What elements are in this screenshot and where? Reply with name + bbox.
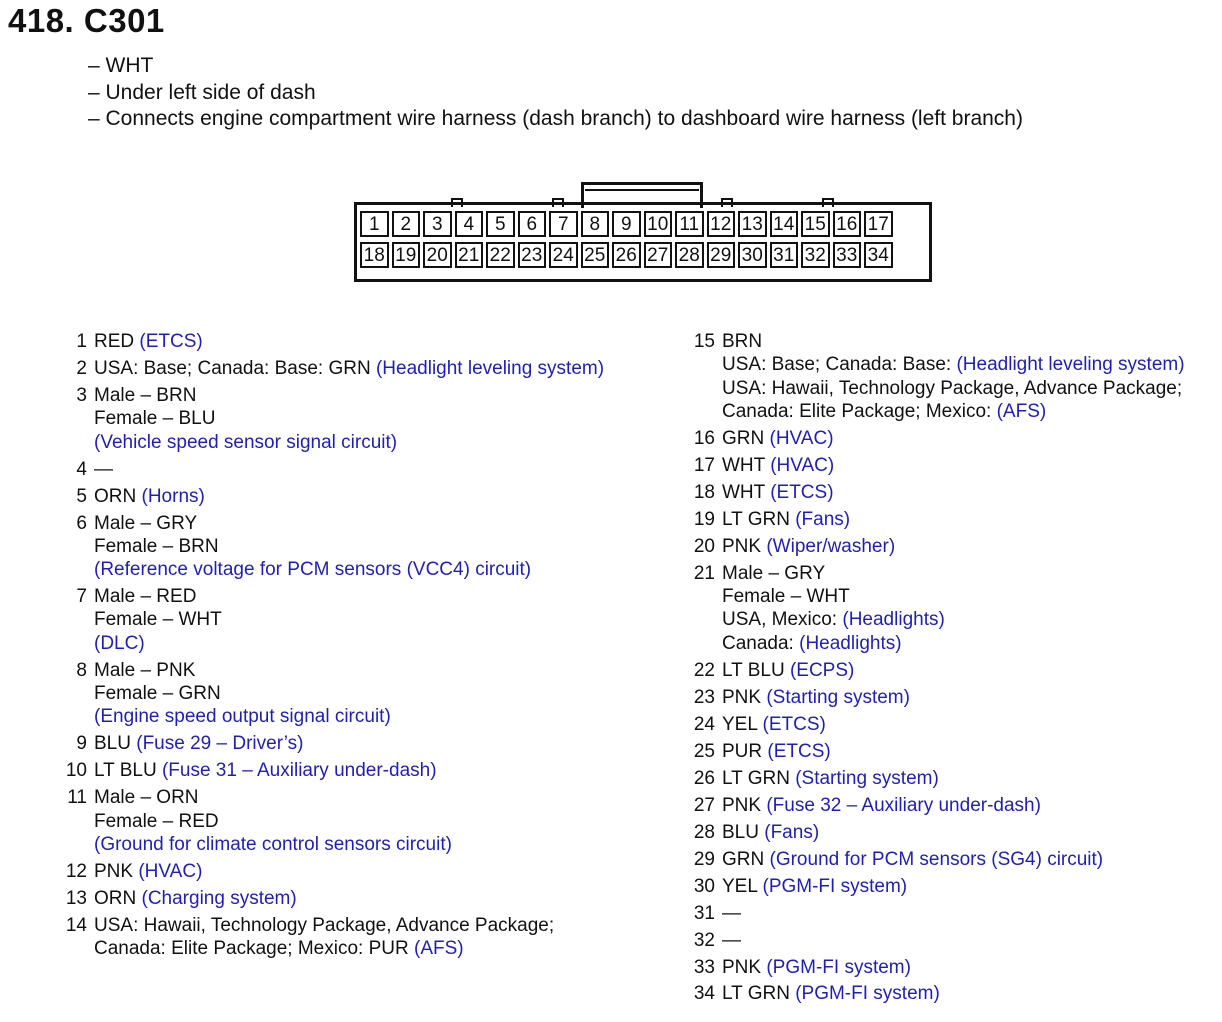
pin-entry bbox=[56, 458, 656, 481]
pin-number: 6 bbox=[76, 512, 87, 534]
wire-info: Female – GRN bbox=[94, 682, 221, 704]
pin-line bbox=[722, 330, 1219, 353]
circuit-link[interactable]: (HVAC) bbox=[770, 454, 835, 476]
pin-number: 12 bbox=[65, 860, 87, 882]
pin-cavity: 2 bbox=[392, 211, 421, 237]
pin-number: 20 bbox=[693, 535, 715, 557]
pin-description bbox=[722, 821, 1219, 844]
pin-entry bbox=[56, 384, 656, 454]
wire-info: USA: Base; Canada: Base: GRN bbox=[94, 357, 376, 379]
wire-info: GRN bbox=[722, 848, 770, 870]
pin-description bbox=[722, 454, 1219, 477]
pin-description bbox=[722, 929, 1219, 952]
pin-line bbox=[94, 512, 656, 535]
pin-line bbox=[722, 659, 1219, 682]
pin-line bbox=[94, 860, 656, 883]
pin-entry bbox=[56, 914, 656, 961]
pin-description bbox=[722, 427, 1219, 450]
circuit-link[interactable]: (PGM-FI system) bbox=[762, 875, 908, 897]
pin-entry bbox=[56, 485, 656, 508]
pin-description bbox=[94, 659, 656, 729]
pin-number: 10 bbox=[65, 760, 87, 782]
wire-info: Male – BRN bbox=[94, 384, 197, 406]
wire-info: LT GRN bbox=[722, 767, 796, 789]
pin-line bbox=[722, 929, 1219, 952]
pin-entry bbox=[684, 794, 1219, 817]
pin-entry bbox=[56, 759, 656, 782]
pin-cavity: 11 bbox=[675, 211, 704, 237]
wire-info: ORN bbox=[94, 887, 142, 909]
wire-info: GRN bbox=[722, 427, 770, 449]
pin-line bbox=[722, 902, 1219, 925]
pin-description bbox=[94, 585, 656, 655]
pin-cavity: 29 bbox=[707, 242, 736, 268]
wire-info: Male – PNK bbox=[94, 659, 196, 681]
pin-cavity: 19 bbox=[392, 242, 421, 268]
pin-entry bbox=[56, 357, 656, 380]
pin-line bbox=[94, 485, 656, 508]
wire-info: RED bbox=[94, 331, 140, 352]
pin-description bbox=[722, 902, 1219, 925]
pin-description bbox=[94, 512, 656, 582]
pin-entry bbox=[684, 902, 1219, 925]
pin-entry bbox=[684, 330, 1219, 423]
wire-info: YEL bbox=[722, 713, 763, 735]
pin-cavity: 9 bbox=[612, 211, 641, 237]
pin-entry bbox=[684, 454, 1219, 477]
wire-info: PNK bbox=[722, 794, 767, 816]
pin-description bbox=[722, 848, 1219, 871]
wire-info: USA: Hawaii, Technology Package, Advance Package; bbox=[94, 914, 555, 936]
circuit-link[interactable]: (Starting system) bbox=[766, 686, 910, 708]
pin-description bbox=[722, 686, 1219, 709]
pin-line bbox=[722, 767, 1219, 790]
circuit-link[interactable]: (Ground for climate control sensors circuit) bbox=[94, 833, 452, 855]
pin-entry bbox=[56, 887, 656, 910]
pin-line bbox=[94, 833, 656, 856]
pin-line bbox=[722, 848, 1219, 871]
pin-entry bbox=[684, 508, 1219, 531]
pin-number: 26 bbox=[693, 767, 715, 789]
pin-list-right bbox=[684, 330, 1219, 1009]
pin-cavity: 26 bbox=[612, 242, 641, 268]
circuit-link[interactable]: (PGM-FI system) bbox=[766, 956, 911, 978]
wire-info: Female – WHT bbox=[722, 586, 850, 608]
circuit-link[interactable]: (Horns) bbox=[141, 485, 205, 507]
wire-info: PNK bbox=[722, 535, 767, 557]
pin-description bbox=[94, 786, 656, 856]
wire-info: PNK bbox=[722, 686, 767, 708]
connector-bottom-row bbox=[357, 242, 929, 268]
pin-cavity: 30 bbox=[738, 242, 767, 268]
pin-entry bbox=[684, 481, 1219, 504]
pin-number: 33 bbox=[693, 956, 715, 978]
wire-info: BLU bbox=[722, 821, 765, 843]
pin-entry bbox=[684, 562, 1219, 655]
pin-cavity: 15 bbox=[801, 211, 830, 237]
connector-description bbox=[88, 53, 1023, 133]
circuit-link[interactable]: (AFS) bbox=[414, 938, 464, 960]
pin-entry bbox=[684, 740, 1219, 763]
pin-cavity: 7 bbox=[549, 211, 578, 237]
connector-pins bbox=[357, 211, 929, 273]
pin-line bbox=[94, 330, 656, 353]
wire-info: Female – BRN bbox=[94, 535, 219, 557]
circuit-link[interactable]: (ETCS) bbox=[762, 713, 826, 735]
pin-cavity: 5 bbox=[486, 211, 515, 237]
wire-info: Female – WHT bbox=[94, 609, 222, 631]
pin-entry bbox=[684, 929, 1219, 952]
connector-face-diagram bbox=[354, 182, 932, 282]
pin-line bbox=[722, 632, 1219, 655]
pin-description bbox=[94, 732, 656, 755]
circuit-link[interactable]: (Fans) bbox=[795, 508, 851, 530]
pin-line bbox=[94, 608, 656, 631]
pin-cavity: 1 bbox=[360, 211, 389, 237]
wire-info: — bbox=[94, 458, 113, 480]
pin-line bbox=[722, 377, 1219, 400]
pin-line bbox=[94, 535, 656, 558]
wire-info: BRN bbox=[722, 331, 763, 352]
pin-line bbox=[722, 875, 1219, 898]
circuit-link[interactable]: (Fuse 29 – Driver’s) bbox=[136, 733, 304, 755]
circuit-link[interactable]: (Headlight leveling system) bbox=[956, 354, 1185, 376]
pin-cavity: 18 bbox=[360, 242, 389, 268]
circuit-link[interactable]: (Headlights) bbox=[842, 609, 945, 631]
pin-description bbox=[722, 794, 1219, 817]
pin-line bbox=[94, 632, 656, 655]
pin-number: 24 bbox=[693, 713, 715, 735]
pin-entry bbox=[684, 659, 1219, 682]
pin-line bbox=[94, 786, 656, 809]
pin-line bbox=[722, 353, 1219, 376]
pin-description bbox=[722, 508, 1219, 531]
pin-line bbox=[722, 713, 1219, 736]
circuit-link[interactable]: (ETCS) bbox=[139, 331, 203, 352]
wire-info: Male – RED bbox=[94, 586, 197, 608]
pin-line bbox=[722, 794, 1219, 817]
pin-line bbox=[94, 585, 656, 608]
connector-key-inner bbox=[585, 189, 699, 191]
circuit-link[interactable]: (ETCS) bbox=[770, 481, 834, 503]
circuit-link[interactable]: (HVAC) bbox=[769, 427, 834, 449]
pin-entry bbox=[684, 767, 1219, 790]
wire-info: USA, Mexico: bbox=[722, 609, 843, 631]
pin-entry bbox=[56, 330, 656, 353]
pin-cavity: 31 bbox=[770, 242, 799, 268]
pin-cavity: 24 bbox=[549, 242, 578, 268]
wire-info: Male – GRY bbox=[722, 562, 826, 584]
wire-info: PNK bbox=[94, 860, 139, 882]
pin-number: 30 bbox=[693, 875, 715, 897]
pin-line bbox=[94, 887, 656, 910]
pin-line bbox=[94, 682, 656, 705]
wire-info: Female – RED bbox=[94, 810, 219, 832]
pin-line bbox=[722, 508, 1219, 531]
pin-line bbox=[94, 357, 656, 380]
pin-number: 3 bbox=[76, 384, 87, 406]
wire-info: Male – GRY bbox=[94, 512, 198, 534]
pin-number: 5 bbox=[76, 485, 87, 507]
pin-number: 15 bbox=[693, 331, 715, 352]
circuit-link[interactable]: (Engine speed output signal circuit) bbox=[94, 706, 391, 728]
pin-line bbox=[94, 810, 656, 833]
pin-line bbox=[722, 956, 1219, 979]
pin-description bbox=[94, 458, 656, 481]
pin-line bbox=[722, 535, 1219, 558]
pin-description bbox=[722, 562, 1219, 655]
pin-entry bbox=[684, 875, 1219, 898]
wire-info: PUR bbox=[722, 740, 768, 762]
pin-number: 25 bbox=[693, 740, 715, 762]
pin-description bbox=[722, 713, 1219, 736]
wire-info: WHT bbox=[722, 454, 771, 476]
pin-cavity: 12 bbox=[707, 211, 736, 237]
description-location: – Under left side of dash bbox=[88, 80, 316, 104]
pin-cavity: 34 bbox=[864, 242, 893, 268]
pin-line bbox=[722, 562, 1219, 585]
wire-info: USA: Hawaii, Technology Package, Advance Package; bbox=[722, 377, 1183, 399]
circuit-link[interactable]: (Reference voltage for PCM sensors (VCC4) circuit) bbox=[94, 559, 532, 581]
wire-info: USA: Base; Canada: Base: bbox=[722, 354, 957, 376]
pin-cavity: 28 bbox=[675, 242, 704, 268]
pin-number: 9 bbox=[76, 733, 87, 755]
pin-cavity: 14 bbox=[770, 211, 799, 237]
wire-info: LT BLU bbox=[722, 659, 790, 681]
circuit-link[interactable]: (HVAC) bbox=[138, 860, 203, 882]
pin-cavity: 33 bbox=[833, 242, 862, 268]
pin-line bbox=[722, 982, 1219, 1005]
pin-number: 4 bbox=[76, 458, 87, 480]
pin-line bbox=[94, 407, 656, 430]
pin-cavity: 23 bbox=[518, 242, 547, 268]
pin-number: 7 bbox=[76, 586, 87, 608]
pin-description bbox=[94, 860, 656, 883]
pin-description bbox=[94, 887, 656, 910]
pin-description bbox=[722, 535, 1219, 558]
pin-cavity: 21 bbox=[455, 242, 484, 268]
pin-cavity: 22 bbox=[486, 242, 515, 268]
pin-entry bbox=[56, 732, 656, 755]
circuit-link[interactable]: (Fuse 32 – Auxiliary under-dash) bbox=[766, 794, 1041, 816]
pin-line bbox=[722, 400, 1219, 423]
pin-line bbox=[94, 558, 656, 581]
pin-description bbox=[94, 914, 656, 961]
wire-info: YEL bbox=[722, 875, 763, 897]
pin-description bbox=[94, 357, 656, 380]
pin-entry bbox=[684, 686, 1219, 709]
circuit-link[interactable]: (Ground for PCM sensors (SG4) circuit) bbox=[769, 848, 1104, 870]
pin-cavity: 6 bbox=[518, 211, 547, 237]
pin-entry bbox=[56, 659, 656, 729]
pin-cavity: 17 bbox=[864, 211, 893, 237]
wire-info: LT BLU bbox=[94, 760, 162, 782]
pin-line bbox=[722, 481, 1219, 504]
wire-info: Male – ORN bbox=[94, 787, 199, 809]
pin-line bbox=[94, 914, 656, 937]
pin-description bbox=[722, 767, 1219, 790]
circuit-link[interactable]: (Headlight leveling system) bbox=[375, 357, 605, 379]
pin-line bbox=[94, 937, 656, 960]
wire-info: Canada: bbox=[722, 632, 800, 654]
pin-number: 34 bbox=[693, 983, 715, 1005]
pin-number: 18 bbox=[693, 481, 715, 503]
pin-entry bbox=[56, 786, 656, 856]
pin-line bbox=[94, 384, 656, 407]
pin-line bbox=[722, 821, 1219, 844]
pin-number: 16 bbox=[693, 427, 715, 449]
pin-number: 19 bbox=[693, 508, 715, 530]
pin-line bbox=[722, 608, 1219, 631]
pin-description bbox=[722, 330, 1219, 423]
circuit-link[interactable]: (AFS) bbox=[996, 400, 1047, 422]
wire-info: Canada: Elite Package; Mexico: bbox=[722, 400, 997, 422]
wire-info: LT GRN bbox=[722, 983, 796, 1005]
pin-number: 31 bbox=[693, 902, 715, 924]
circuit-link[interactable]: (Fans) bbox=[764, 821, 820, 843]
pin-entry bbox=[684, 956, 1219, 979]
circuit-link[interactable]: (PGM-FI system) bbox=[795, 983, 940, 1005]
circuit-link[interactable]: (Starting system) bbox=[795, 767, 939, 789]
circuit-link[interactable]: (DLC) bbox=[94, 632, 145, 654]
pin-line bbox=[94, 759, 656, 782]
wire-info: WHT bbox=[722, 481, 771, 503]
pin-number: 29 bbox=[693, 848, 715, 870]
circuit-link[interactable]: (Fuse 31 – Auxiliary under-dash) bbox=[161, 760, 437, 782]
pin-entry bbox=[684, 427, 1219, 450]
pin-number: 28 bbox=[693, 821, 715, 843]
pin-entry bbox=[684, 535, 1219, 558]
pin-line bbox=[94, 732, 656, 755]
pin-list-left bbox=[56, 330, 656, 964]
pin-entry bbox=[684, 821, 1219, 844]
pin-number: 14 bbox=[65, 914, 87, 936]
pin-description bbox=[722, 481, 1219, 504]
pin-description bbox=[722, 740, 1219, 763]
pin-entry bbox=[56, 860, 656, 883]
connector-top-row bbox=[357, 211, 929, 237]
circuit-link[interactable]: (ETCS) bbox=[767, 740, 831, 762]
wire-info: LT GRN bbox=[722, 508, 796, 530]
pin-number: 11 bbox=[67, 787, 87, 809]
circuit-link[interactable]: (Vehicle speed sensor signal circuit) bbox=[94, 431, 398, 453]
pin-line bbox=[722, 585, 1219, 608]
pin-number: 32 bbox=[693, 929, 715, 951]
pin-description bbox=[722, 956, 1219, 979]
pin-cavity: 13 bbox=[738, 211, 767, 237]
wire-info: BLU bbox=[94, 733, 137, 755]
pin-cavity: 3 bbox=[423, 211, 452, 237]
pin-cavity: 20 bbox=[423, 242, 452, 268]
wire-info: PNK bbox=[722, 956, 767, 978]
pin-entry bbox=[684, 713, 1219, 736]
circuit-link[interactable]: (Charging system) bbox=[141, 887, 297, 909]
circuit-link[interactable]: (ECPS) bbox=[789, 659, 855, 681]
pin-description bbox=[94, 330, 656, 353]
wire-info: Canada: Elite Package; Mexico: PUR bbox=[94, 938, 414, 960]
pin-cavity: 10 bbox=[644, 211, 673, 237]
pin-line bbox=[94, 431, 656, 454]
pin-number: 2 bbox=[76, 357, 87, 379]
pin-description bbox=[722, 982, 1219, 1005]
pin-description bbox=[722, 875, 1219, 898]
pin-line bbox=[722, 427, 1219, 450]
pin-line bbox=[722, 686, 1219, 709]
pin-description bbox=[722, 659, 1219, 682]
pin-description bbox=[94, 485, 656, 508]
pin-line bbox=[94, 659, 656, 682]
pin-number: 1 bbox=[76, 331, 87, 352]
pin-cavity: 16 bbox=[833, 211, 862, 237]
pin-description bbox=[94, 384, 656, 454]
description-color: – WHT bbox=[88, 54, 154, 77]
pin-number: 27 bbox=[693, 794, 715, 816]
pin-entry bbox=[56, 585, 656, 655]
wire-info: Female – BLU bbox=[94, 408, 216, 430]
page-title: 418. C301 bbox=[8, 2, 165, 39]
wire-info: ORN bbox=[94, 485, 142, 507]
pin-line bbox=[722, 454, 1219, 477]
pin-number: 22 bbox=[693, 659, 715, 681]
pin-cavity: 8 bbox=[581, 211, 610, 237]
pin-number: 23 bbox=[693, 686, 715, 708]
circuit-link[interactable]: (Wiper/washer) bbox=[766, 535, 896, 557]
pin-number: 21 bbox=[693, 562, 715, 584]
pin-cavity: 25 bbox=[581, 242, 610, 268]
pin-line bbox=[722, 740, 1219, 763]
wire-info: — bbox=[722, 929, 741, 951]
pin-cavity: 27 bbox=[644, 242, 673, 268]
pin-entry bbox=[56, 512, 656, 582]
circuit-link[interactable]: (Headlights) bbox=[799, 632, 902, 654]
pin-number: 17 bbox=[693, 454, 715, 476]
pin-line bbox=[94, 705, 656, 728]
pin-entry bbox=[684, 982, 1219, 1005]
pin-description bbox=[94, 759, 656, 782]
pin-number: 13 bbox=[65, 887, 87, 909]
wire-info: — bbox=[722, 902, 741, 924]
pin-line bbox=[94, 458, 656, 481]
description-connects: – Connects engine compartment wire harness (dash branch) to dashboard wire harness (left branch) bbox=[88, 107, 1023, 130]
pin-cavity: 4 bbox=[455, 211, 484, 237]
pin-cavity: 32 bbox=[801, 242, 830, 268]
pin-number: 8 bbox=[76, 659, 87, 681]
pin-entry bbox=[684, 848, 1219, 871]
